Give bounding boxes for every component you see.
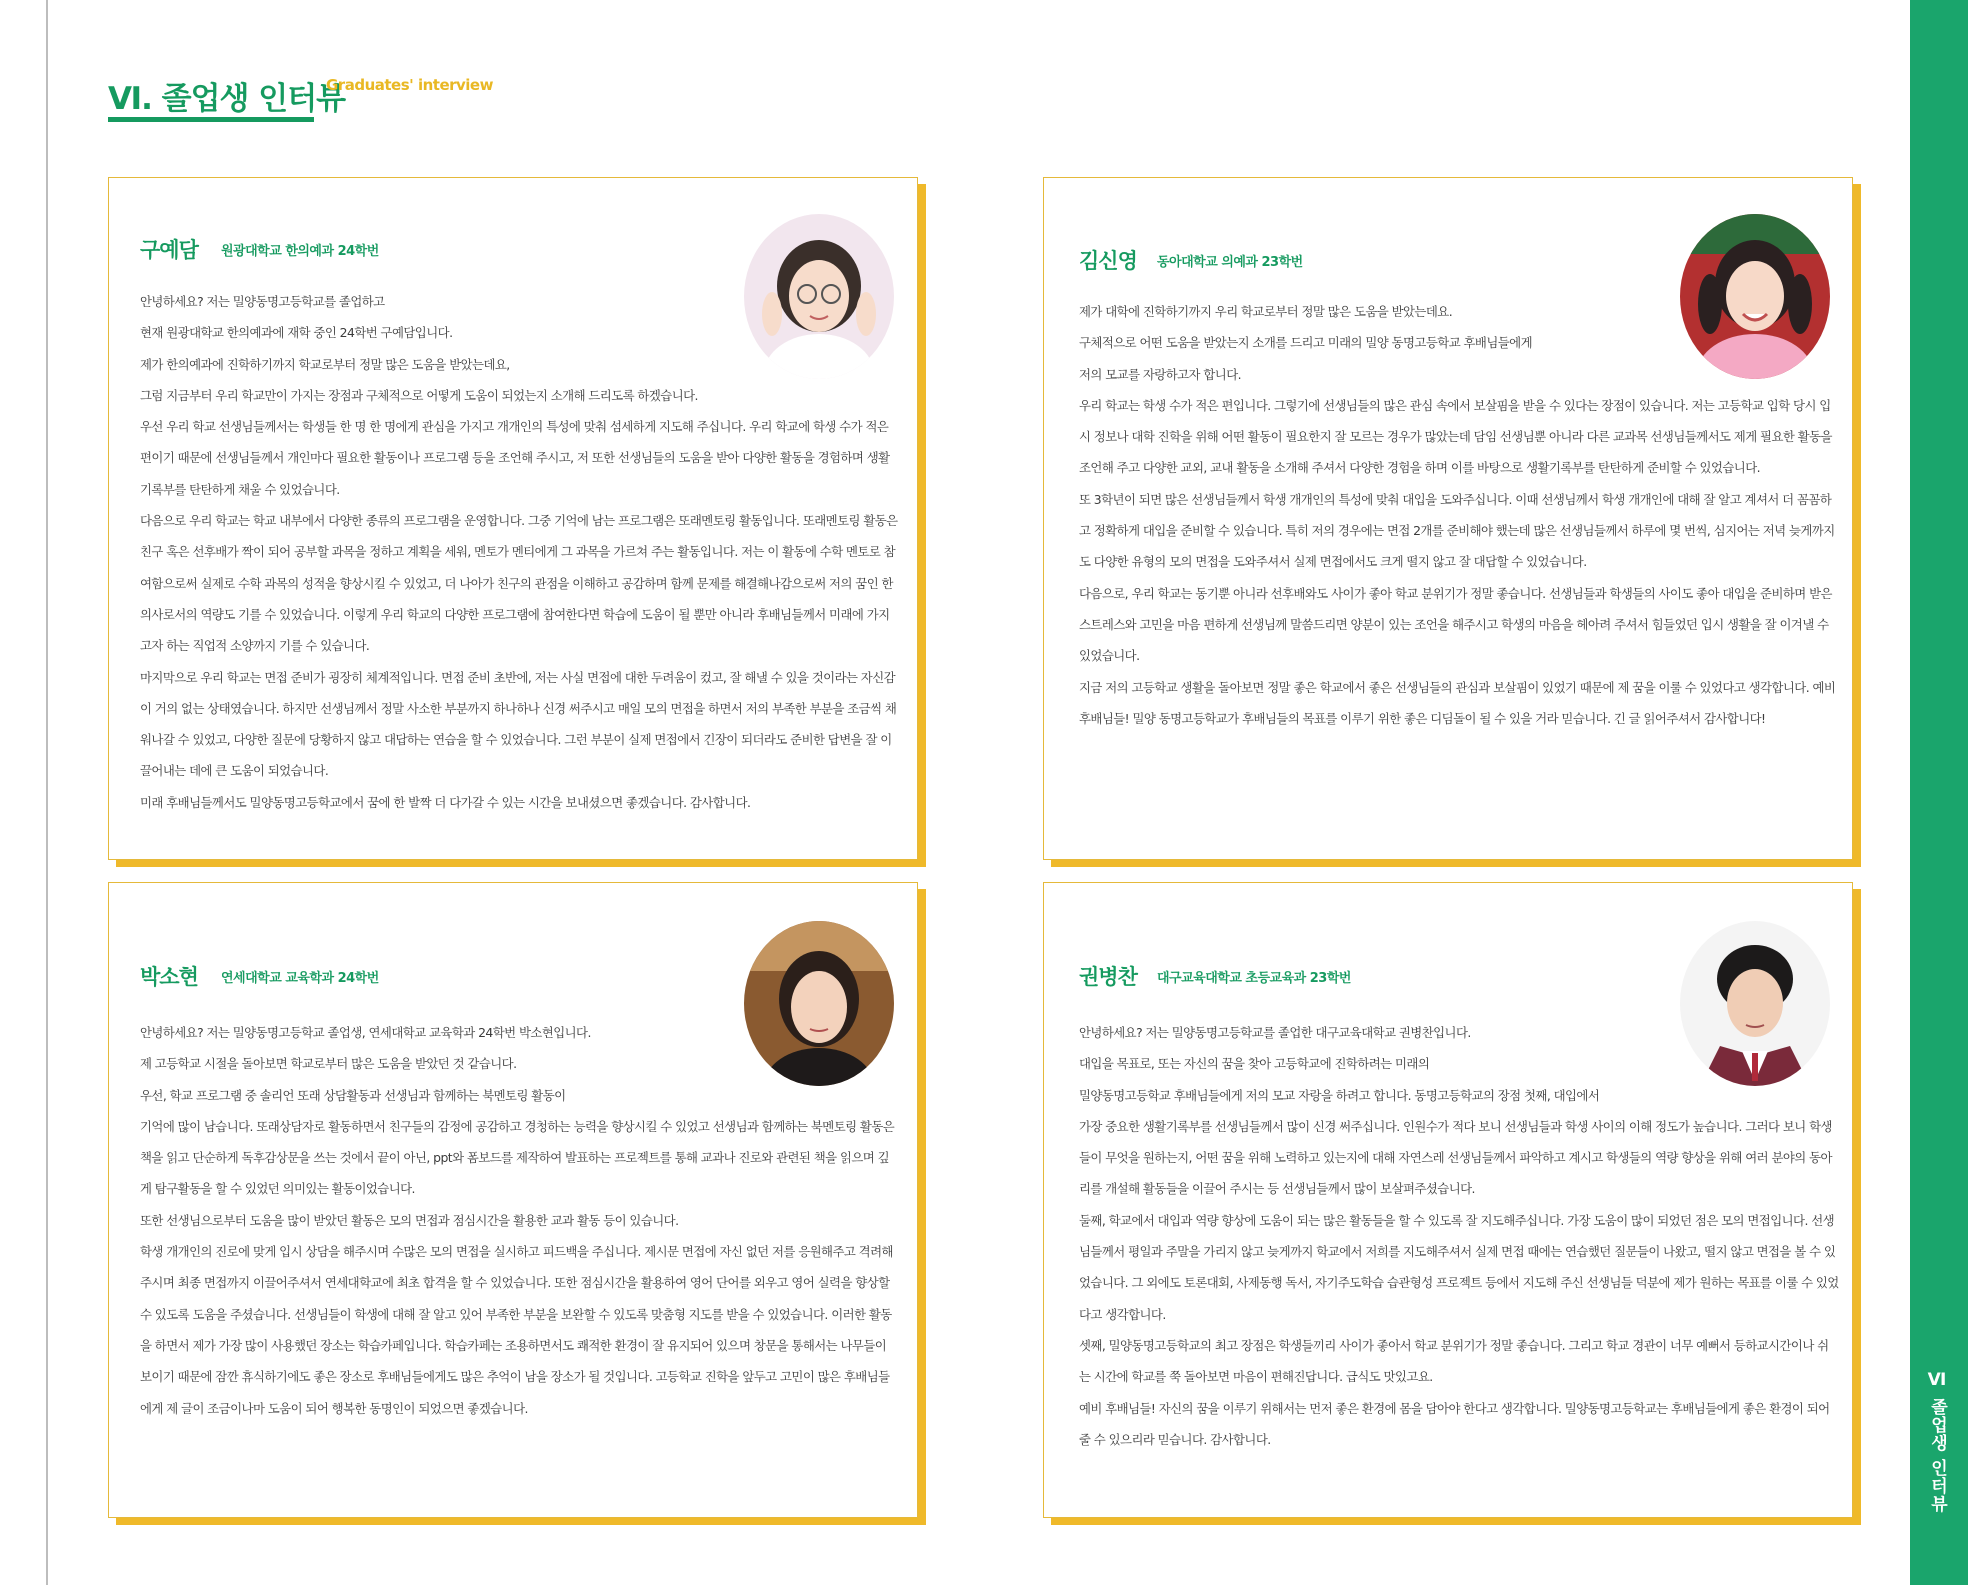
paragraph: 구체적으로 어떤 도움을 받았는지 소개를 드리고 미래의 밀양 동명고등학교 후배님들에게 <box>1079 335 1533 351</box>
paragraph: 마지막으로 우리 학교는 면접 준비가 굉장히 체계적입니다. 면접 준비 초반에, 저는 사실 면접에 대한 두려움이 컸고, 잘 해낼 수 있을 것이라는 자신감이 거의 없는 상태였습니다. 하지만 선생님께서 정말 사소한 부분까지 하나하나 신경 써주시고 매일 모의 면접을 하면서 저의 부족한 부분을 조금씩 채워나갈 수 있었고, 다양한 질문에 당황하지 않고 대답하는 연습을 할 수 있었습니다. 그런 부분이 실제 면접에서 긴장이 되더라도 준비한 답변을 잘 이끌어내는 데에 큰 도움이 되었습니다. <box>140 669 897 779</box>
interview-card-3 <box>108 882 918 1518</box>
paragraph: 저의 모교를 자랑하고자 합니다. <box>1079 366 1242 382</box>
paragraph: 또 3학년이 되면 많은 선생님들께서 학생 개개인의 특성에 맞춰 대입을 도와주십니다. 이때 선생님께서 학생 개개인에 대해 잘 알고 계셔서 더 꼼꼼하고 정확하게 대입을 준비할 수 있습니다. 특히 저의 경우에는 면접 2개를 준비해야 했는데 많은 선생님들께서 하루에 몇 번씩, 심지어는 저녁 늦게까지도 다양한 유형의 모의 면접을 도와주셔서 실제 면접에서도 크게 떨지 않고 잘 대답할 수 있었습니다. <box>1079 491 1835 570</box>
section-subtitle: Graduates' interview <box>326 76 493 94</box>
interview-card-1 <box>108 177 918 860</box>
paragraph: 제가 한의예과에 진학하기까지 학교로부터 정말 많은 도움을 받았는데요, <box>140 356 510 372</box>
paragraph: 학생 개개인의 진로에 맞게 입시 상담을 해주시며 수많은 모의 면접을 실시하고 피드백을 주십니다. 제시문 면접에 자신 없던 저를 응원해주고 격려해주시며 최종 면접까지 이끌어주셔서 연세대학교에 최초 합격을 할 수 있었습니다. 또한 점심시간을 활용하여 영어 단어를 외우고 영어 실력을 향상할 수 있도록 도움을 주셨습니다. 선생님들이 학생에 대해 잘 알고 있어 부족한 부분을 보완할 수 있도록 맞춤형 지도를 받을 수 있었습니다. 이러한 활동을 하면서 제가 가장 많이 사용했던 장소는 학습카페입니다. 학습카페는 조용하면서도 쾌적한 환경이 잘 유지되어 있으며 창문을 통해서는 나무들이 보이기 때문에 잠깐 휴식하기에도 좋은 장소로 후배님들에게도 많은 추억이 남을 장소가 될 것입니다. 고등학교 진학을 앞두고 고민이 많은 후배님들에게 제 글이 조금이나마 도움이 되어 행복한 동명인이 되었으면 좋겠습니다. <box>140 1244 893 1416</box>
paragraph: 안녕하세요? 저는 밀양동명고등학교 졸업생, 연세대학교 교육학과 24학번 박소현입니다. <box>140 1025 591 1040</box>
interview-card-4 <box>1043 882 1853 1518</box>
paragraph: 가장 중요한 생활기록부를 선생님들께서 많이 신경 써주십니다. 인원수가 적다 보니 선생님들과 학생 사이의 이해 정도가 높습니다. 그러다 보니 학생들이 무엇을 원하는지, 어떤 꿈을 위해 노력하고 있는지에 대해 자연스레 선생님들께서 파악하고 계시고 학생들의 역량 향상을 위해 여러 분야의 동아리를 개설해 활동들을 이끌어 주시는 등 선생님들께서 많이 보살펴주셨습니다. <box>1079 1118 1832 1197</box>
paragraph: 우선, 학교 프로그램 중 솔리언 또래 상담활동과 선생님과 함께하는 북멘토링 활동이 <box>140 1087 566 1103</box>
graduate-school: 동아대학교 의예과 23학번 <box>1157 255 1303 270</box>
paragraph: 다음으로 우리 학교는 학교 내부에서 다양한 종류의 프로그램을 운영합니다. 그중 기억에 남는 프로그램은 또래멘토링 활동입니다. 또래멘토링 활동은 친구 혹은 선후배가 짝이 되어 공부할 과목을 정하고 계획을 세워, 멘토가 멘티에게 그 과목을 가르쳐 주는 활동입니다. 저는 이 활동에 수학 멘토로 참여함으로써 실제로 수학 과목의 성적을 향상시킬 수 있었고, 더 나아가 친구의 관점을 이해하고 공감하며 함께 문제를 해결해나감으로써 저의 꿈인 한의사로서의 역량도 기를 수 있었습니다. 이렇게 우리 학교의 다양한 프로그램에 참여한다면 학습에 도움이 될 뿐만 아니라 후배님들께서 미래에 가지고자 하는 직업적 소양까지 기를 수 있습니다. <box>140 513 898 654</box>
paragraph: 그럼 지금부터 우리 학교만이 가지는 장점과 구체적으로 어떻게 도움이 되었는지 소개해 드리도록 하겠습니다. <box>140 387 698 403</box>
paragraph: 둘째, 학교에서 대입과 역량 향상에 도움이 되는 많은 활동들을 할 수 있도록 잘 지도해주십니다. 가장 도움이 많이 되었던 점은 모의 면접입니다. 선생님들께서 평일과 주말을 가리지 않고 늦게까지 학교에서 저희를 지도해주셔서 실제 면접 때에는 연습했던 질문들이 나왔고, 떨지 않고 면접을 볼 수 있었습니다. 그 외에도 토론대회, 사제동행 독서, 자기주도학습 습관형성 프로젝트 등에서 지도해 주신 선생님들 덕분에 제가 원하는 목표를 이룰 수 있었다고 생각합니다. <box>1079 1212 1839 1322</box>
paragraph: 대입을 목표로, 또는 자신의 꿈을 찾아 고등학교에 진학하려는 미래의 <box>1079 1056 1430 1072</box>
paragraph: 미래 후배님들께서도 밀양동명고등학교에서 꿈에 한 발짝 더 다가갈 수 있는 시간을 보내셨으면 좋겠습니다. 감사합니다. <box>140 794 751 810</box>
graduate-school: 대구교육대학교 초등교육과 23학번 <box>1157 971 1351 986</box>
paragraph: 현재 원광대학교 한의예과에 재학 중인 24학번 구예담입니다. <box>140 325 453 341</box>
side-chapter-tab <box>1910 0 1968 1585</box>
side-tab-label: Ⅵ 졸업생 인터뷰 <box>1927 1370 1947 1513</box>
interview-text <box>1079 242 1839 734</box>
paragraph: 또한 선생님으로부터 도움을 많이 받았던 활동은 모의 면접과 점심시간을 활용한 교과 활동 등이 있습니다. <box>140 1212 679 1228</box>
interview-text <box>140 232 900 818</box>
graduate-school: 연세대학교 교육학과 24학번 <box>221 971 379 986</box>
page-spine-line <box>46 0 48 1585</box>
graduate-name: 권병찬 <box>1079 965 1137 989</box>
graduate-name: 구예담 <box>140 238 198 262</box>
interview-text <box>1079 963 1839 1455</box>
paragraph: 안녕하세요? 저는 밀양동명고등학교를 졸업한 대구교육대학교 권병찬입니다. <box>1079 1025 1471 1040</box>
paragraph: 제 고등학교 시절을 돌아보면 학교로부터 많은 도움을 받았던 것 같습니다. <box>140 1056 517 1072</box>
graduate-name: 박소현 <box>140 965 198 989</box>
paragraph: 기억에 많이 남습니다. 또래상담자로 활동하면서 친구들의 감정에 공감하고 경청하는 능력을 향상시킬 수 있었고 선생님과 함께하는 북멘토링 활동은 책을 읽고 단순하게 독후감상문을 쓰는 것에서 끝이 아닌, ppt와 폼보드를 제작하여 발표하는 프로젝트를 통해 교과나 진로와 관련된 책을 읽으며 깊게 탐구활동을 할 수 있었던 의미있는 활동이었습니다. <box>140 1118 895 1197</box>
interview-text <box>140 963 900 1424</box>
graduate-name: 김신영 <box>1079 249 1137 273</box>
title-underline <box>108 117 314 122</box>
paragraph: 밀양동명고등학교 후배님들에게 저의 모교 자랑을 하려고 합니다. 동명고등학교의 장점 첫째, 대입에서 <box>1079 1087 1600 1103</box>
section-title: Ⅵ. 졸업생 인터뷰 <box>108 81 346 117</box>
paragraph: 우선 우리 학교 선생님들께서는 학생들 한 명 한 명에게 관심을 가지고 개개인의 특성에 맞춰 섬세하게 지도해 주십니다. 우리 학교에 학생 수가 적은 편이기 때문에 선생님들께서 개인마다 필요한 활동이나 프로그램 등을 조언해 주시고, 저 또한 선생님들의 도움을 받아 다양한 활동을 경험하며 생활기록부를 탄탄하게 채울 수 있었습니다. <box>140 419 890 497</box>
paragraph: 안녕하세요? 저는 밀양동명고등학교를 졸업하고 <box>140 294 385 309</box>
paragraph: 셋째, 밀양동명고등학교의 최고 장점은 학생들끼리 사이가 좋아서 학교 분위기가 정말 좋습니다. 그리고 학교 경관이 너무 예뻐서 등하교시간이나 쉬는 시간에 학교를 쭉 돌아보면 마음이 편해진답니다. 급식도 맛있고요. <box>1079 1337 1829 1385</box>
paragraph: 다음으로, 우리 학교는 동기뿐 아니라 선후배와도 사이가 좋아 학교 분위기가 정말 좋습니다. 선생님들과 학생들의 사이도 좋아 대입을 준비하며 받은 스트레스와 고민을 마음 편하게 선생님께 말씀드리면 양분이 있는 조언을 해주시고 학생의 마음을 헤아려 주셔서 힘들었던 입시 생활을 잘 이겨낼 수 있었습니다. <box>1079 585 1832 664</box>
paragraph: 지금 저의 고등학교 생활을 돌아보면 정말 좋은 학교에서 좋은 선생님들의 관심과 보살핌이 있었기 때문에 제 꿈을 이룰 수 있었다고 생각합니다. 예비 후배님들! 밀양 동명고등학교가 후배님들의 목표를 이루기 위한 좋은 디딤돌이 될 수 있을 거라 믿습니다. 긴 글 읽어주셔서 감사합니다! <box>1079 679 1836 726</box>
paragraph: 제가 대학에 진학하기까지 우리 학교로부터 정말 많은 도움을 받았는데요. <box>1079 304 1453 319</box>
graduate-school: 원광대학교 한의예과 24학번 <box>221 244 379 259</box>
paragraph: 예비 후배님들! 자신의 꿈을 이루기 위해서는 먼저 좋은 환경에 몸을 담아야 한다고 생각합니다. 밀양동명고등학교는 후배님들에게 좋은 환경이 되어 줄 수 있으리라 믿습니다. 감사합니다. <box>1079 1400 1830 1447</box>
paragraph: 우리 학교는 학생 수가 적은 편입니다. 그렇기에 선생님들의 많은 관심 속에서 보살핌을 받을 수 있다는 장점이 있습니다. 저는 고등학교 입학 당시 입시 정보나 대학 진학을 위해 어떤 활동이 필요한지 잘 모르는 경우가 많았는데 담임 선생님뿐 아니라 다른 교과목 선생님들께서도 제게 필요한 활동을 조언해 주고 다양한 교외, 교내 활동을 소개해 주셔서 다양한 경험을 하며 이를 바탕으로 생활기록부를 탄탄하게 준비할 수 있었습니다. <box>1079 397 1832 476</box>
interview-card-2 <box>1043 177 1853 860</box>
